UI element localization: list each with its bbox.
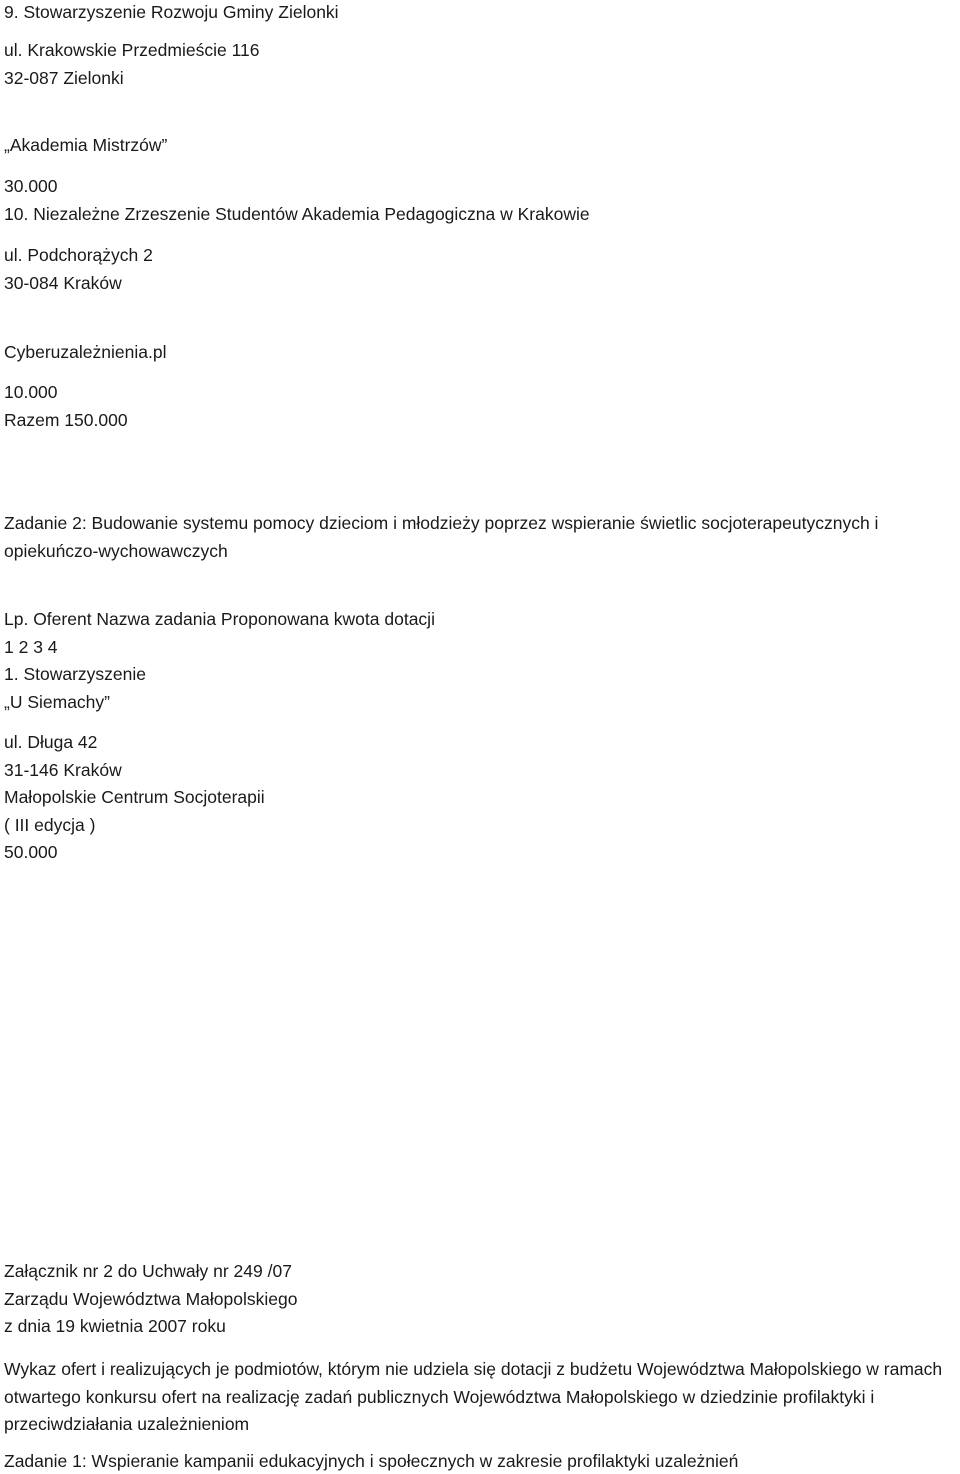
total-amount: Razem 150.000 [4, 410, 128, 430]
attachment-board: Zarządu Województwa Małopolskiego [4, 1289, 298, 1309]
offer-1-amount: 50.000 [4, 842, 58, 862]
offer-10-street: ul. Podchorążych 2 [4, 245, 153, 265]
offer-10-task: Cyberuzależnienia.pl [4, 342, 167, 362]
attachment-date: z dnia 19 kwietnia 2007 roku [4, 1316, 226, 1336]
offer-1-street: ul. Długa 42 [4, 732, 98, 752]
offer-10-name: 10. Niezależne Zrzeszenie Studentów Akademia Pedagogiczna w Krakowie [4, 204, 590, 224]
offer-9-city: 32-087 Zielonki [4, 68, 124, 88]
offer-9-street: ul. Krakowskie Przedmieście 116 [4, 40, 260, 60]
offer-9-name: 9. Stowarzyszenie Rozwoju Gminy Zielonki [4, 2, 339, 22]
attachment-title: Załącznik nr 2 do Uchwały nr 249 /07 [4, 1261, 292, 1281]
offer-10-city: 30-084 Kraków [4, 273, 122, 293]
offer-1-name: 1. Stowarzyszenie [4, 664, 147, 684]
offer-9-amount: 30.000 [4, 176, 58, 196]
table-column-numbers: 1 2 3 4 [4, 637, 58, 657]
task-1-heading: Zadanie 1: Wspieranie kampanii edukacyjnych i społecznych w zakresie profilaktyki uzależnień [4, 1451, 739, 1471]
offer-1-name-cont: „U Siemachy” [4, 692, 110, 712]
offer-1-task: Małopolskie Centrum Socjoterapii [4, 787, 265, 807]
task-2-heading: Zadanie 2: Budowanie systemu pomocy dzieciom i młodzieży poprzez wspieranie świetlic socjoterapeutycznych i opiekuńczo-wychowawczych [4, 513, 879, 561]
offer-1-city: 31-146 Kraków [4, 760, 122, 780]
offer-10-amount: 10.000 [4, 382, 58, 402]
offer-9-task: „Akademia Mistrzów” [4, 135, 168, 155]
list-description: Wykaz ofert i realizujących je podmiotów, którym nie udziela się dotacji z budżetu Województwa Małopolskiego w ramach otwartego konkursu ofert na realizację zadań publicznych Województwa Małopolskiego w dziedzinie profilaktyki i przeciwdziałania uzależnieniom [4, 1359, 943, 1434]
offer-1-task-edition: ( III edycja ) [4, 815, 96, 835]
table-header: Lp. Oferent Nazwa zadania Proponowana kwota dotacji [4, 609, 435, 629]
